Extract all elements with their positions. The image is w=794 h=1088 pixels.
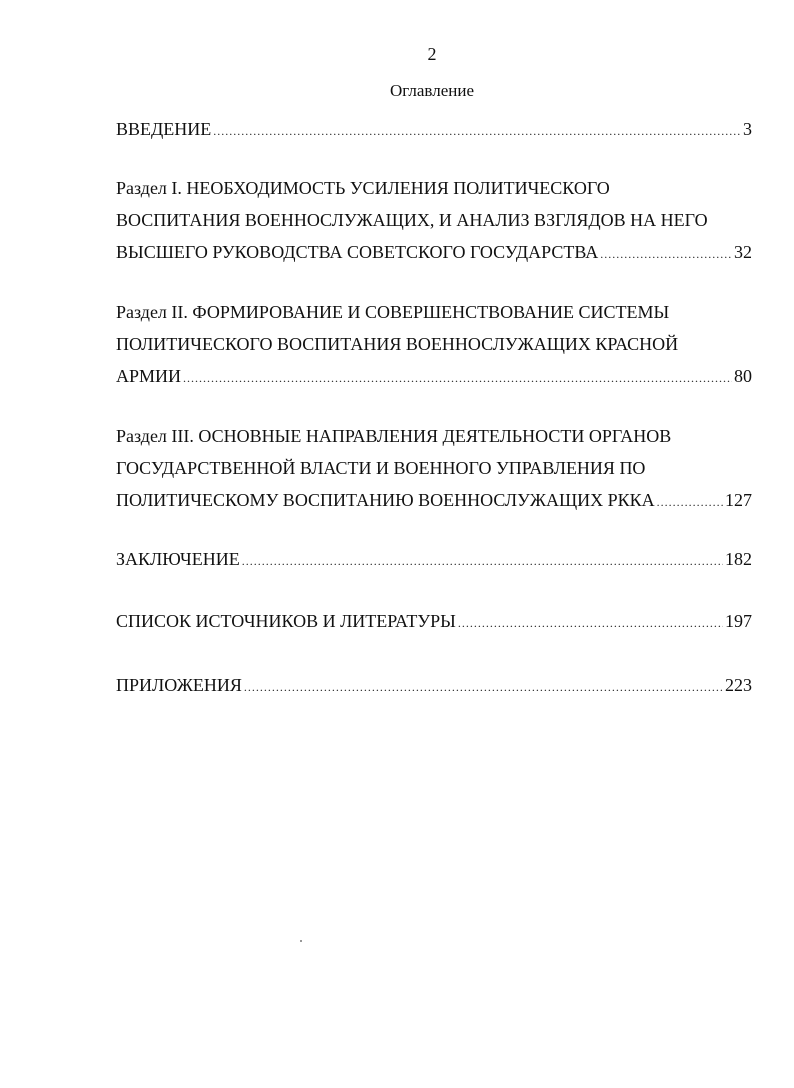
- toc-entry-page: 197: [725, 611, 752, 631]
- toc-entry-label: ВВЕДЕНИЕ: [116, 119, 212, 139]
- toc-entry-line: ПОЛИТИЧЕСКОМУ ВОСПИТАНИЮ ВОЕННОСЛУЖАЩИХ РККА: [116, 490, 655, 510]
- scan-speck: [300, 940, 302, 942]
- toc-entry-page: 32: [734, 242, 752, 262]
- toc-entry-section-3[interactable]: [116, 420, 752, 516]
- toc-entry-line: Раздел III. ОСНОВНЫЕ НАПРАВЛЕНИЯ ДЕЯТЕЛЬНОСТИ ОРГАНОВ: [116, 426, 672, 446]
- toc-entry-section-2[interactable]: [116, 296, 752, 392]
- toc-entry-line: АРМИИ: [116, 366, 182, 386]
- dot-leader: [657, 486, 723, 518]
- dot-leader: [242, 545, 723, 577]
- dot-leader: [183, 362, 732, 394]
- toc-entry-line: ПОЛИТИЧЕСКОГО ВОСПИТАНИЯ ВОЕННОСЛУЖАЩИХ КРАСНОЙ: [116, 334, 679, 354]
- toc-entry-page: 182: [725, 549, 752, 569]
- toc-entry-sources[interactable]: [116, 605, 752, 637]
- dot-leader: [244, 671, 723, 703]
- dot-leader: [600, 238, 732, 270]
- toc-entry-page: 127: [725, 490, 752, 510]
- toc-entry-line: Раздел II. ФОРМИРОВАНИЕ И СОВЕРШЕНСТВОВАНИЕ СИСТЕМЫ: [116, 302, 670, 322]
- page-number: 2: [427, 44, 437, 64]
- toc-entry-appendix[interactable]: [116, 669, 752, 701]
- toc-entry-label: ЗАКЛЮЧЕНИЕ: [116, 549, 240, 569]
- toc-entry-line: ГОСУДАРСТВЕННОЙ ВЛАСТИ И ВОЕННОГО УПРАВЛЕНИЯ ПО: [116, 458, 646, 478]
- toc-entry-section-1[interactable]: [116, 172, 752, 268]
- toc-entry-conclusion[interactable]: [116, 543, 752, 575]
- toc-entry-label: ПРИЛОЖЕНИЯ: [116, 675, 242, 695]
- toc-entry-page: 223: [725, 675, 752, 695]
- toc-entry-page: 3: [743, 119, 752, 139]
- toc-entry-line: Раздел I. НЕОБХОДИМОСТЬ УСИЛЕНИЯ ПОЛИТИЧЕСКОГО: [116, 178, 610, 198]
- dot-leader: [213, 115, 741, 147]
- toc-entry-page: 80: [734, 366, 752, 386]
- toc-entry-line: ВОСПИТАНИЯ ВОЕННОСЛУЖАЩИХ, И АНАЛИЗ ВЗГЛЯДОВ НА НЕГО: [116, 210, 708, 230]
- toc-entry-label: СПИСОК ИСТОЧНИКОВ И ЛИТЕРАТУРЫ: [116, 611, 456, 631]
- toc-entry-line: ВЫСШЕГО РУКОВОДСТВА СОВЕТСКОГО ГОСУДАРСТВА: [116, 242, 599, 262]
- dot-leader: [458, 607, 723, 639]
- toc-title: Оглавление: [390, 81, 474, 100]
- toc-entry-intro[interactable]: [116, 113, 752, 145]
